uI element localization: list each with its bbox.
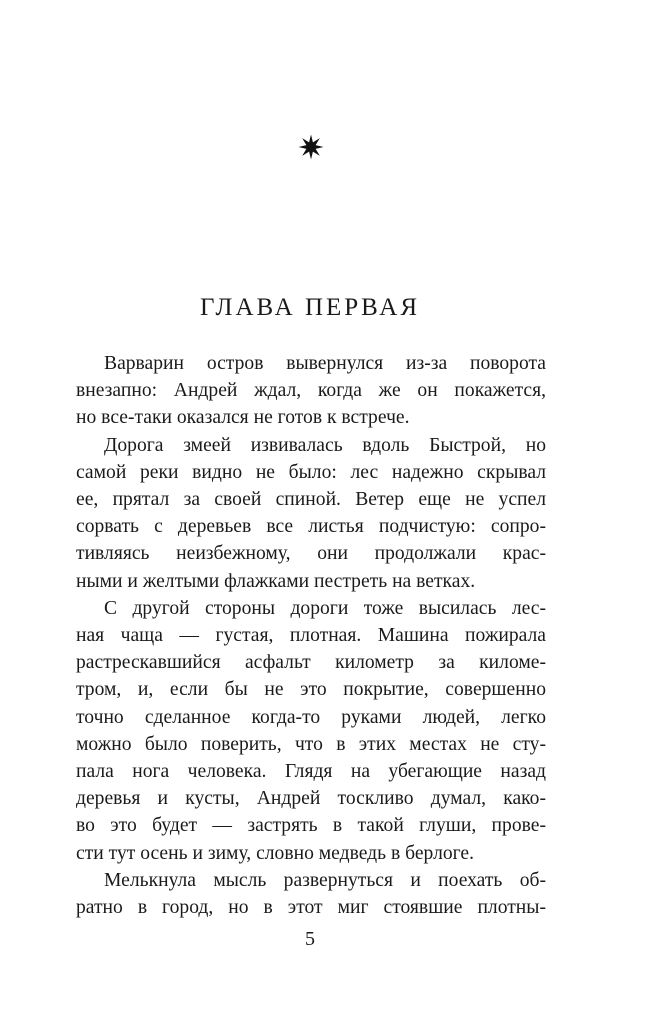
- page-number: 5: [305, 928, 315, 950]
- paragraph-2: [76, 432, 546, 595]
- body-text: [76, 350, 546, 921]
- star-ornament-shape: [299, 135, 324, 160]
- paragraph-1: [76, 350, 546, 432]
- text-line: ными и желтыми флажками пестреть на ветках.: [76, 570, 476, 592]
- text-line: внезапно: Андрей ждал, когда же он покажется,: [76, 380, 546, 402]
- text-line: самой реки видно не было: лес надежно скрывал: [76, 461, 546, 483]
- text-line: можно было поверить, что в этих местах не сту-: [76, 733, 546, 755]
- text-line: Варварин остров вывернулся из-за поворота: [104, 353, 546, 374]
- text-line: ная чаща — густая, плотная. Машина пожирала: [76, 625, 546, 647]
- text-line: пала нога человека. Глядя на убегающие назад: [76, 761, 546, 783]
- text-line: точно сделанное когда-то руками людей, легко: [76, 706, 546, 728]
- text-line: деревья и кусты, Андрей тоскливо думал, како-: [76, 788, 546, 810]
- paragraph-4: [76, 867, 546, 921]
- text-line: тром, и, если бы не это покрытие, совершенно: [76, 679, 546, 701]
- text-line: Дорога змеей извивалась вдоль Быстрой, но: [104, 434, 546, 456]
- text-line: растрескавшийся асфальт километр за киломе-: [76, 652, 546, 674]
- text-line: сти тут осень и зиму, словно медведь в берлоге.: [76, 842, 475, 864]
- text-line: Мелькнула мысль развернуться и поехать об-: [104, 869, 546, 891]
- text-line: С другой стороны дороги тоже высилась лес-: [104, 597, 546, 619]
- chapter-title: ГЛАВА ПЕРВАЯ: [199, 294, 421, 321]
- text-line: ее, прятал за своей спиной. Ветер еще не успел: [76, 489, 546, 511]
- text-line: во это будет — застрять в такой глуши, прове-: [76, 815, 546, 837]
- text-line: тивляясь неизбежному, они продолжали крас-: [76, 543, 546, 565]
- text-line: ратно в город, но в этот миг стоявшие плотны-: [76, 897, 546, 919]
- star-ornament-icon: [298, 134, 324, 160]
- paragraph-3: [76, 595, 546, 867]
- text-line: сорвать с деревьев все листья подчистую: сопро-: [76, 516, 546, 538]
- text-line: но все-таки оказался не готов к встрече.: [76, 407, 410, 429]
